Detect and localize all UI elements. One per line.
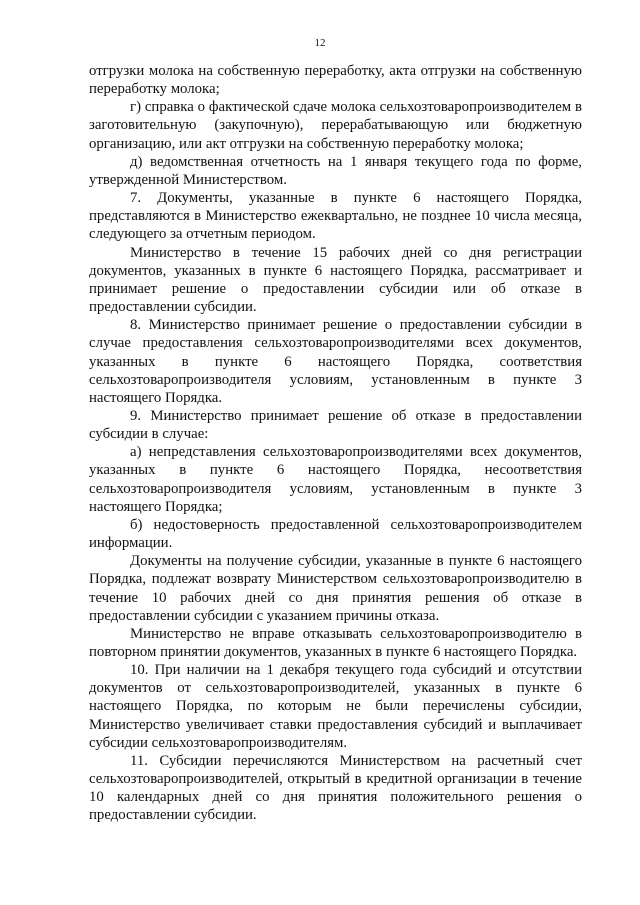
paragraph-clause-11: 11. Субсидии перечисляются Министерством на расчетный счет сельхозтоваропроизводителей, открытый в кредитной организации в течение 10 календарных дней со дня принятия положительного решения о предоставлении субсидии.	[89, 752, 582, 824]
paragraph-clause-7: 7. Документы, указанные в пункте 6 настоящего Порядка, представляются в Министерство ежеквартально, не позднее 10 числа месяца, следующего за отчетным периодом.	[89, 190, 582, 243]
paragraph-clause-7-review: Министерство в течение 15 рабочих дней со дня регистрации документов, указанных в пункте 6 настоящего Порядка, рассматривает и принимает решение о предоставлении субсидии или об отказе в предоставлении субсидии.	[89, 244, 582, 316]
paragraph-clause-9-item-a: а) непредставления сельхозтоваропроизводителями всех документов, указанных в пункте 6 настоящего Порядка, несоответствия сельхозтоваропроизводителя условиям, установленным в пункте 3 настоящего Порядка;	[89, 444, 582, 515]
paragraph-continuation: отгрузки молока на собственную переработку, акта отгрузки на собственную переработку молока;	[89, 63, 582, 98]
paragraph-clause-8: 8. Министерство принимает решение о предоставлении субсидии в случае предоставления сельхозтоваропроизводителями всех документов, указанных в пункте 6 настоящего Порядка, соответствия сельхозтоваропроизводителя условиям, установленным в пункте 3 настоящего Порядка.	[89, 317, 582, 406]
paragraph-clause-10: 10. При наличии на 1 декабря текущего года субсидий и отсутствии документов от сельхозтоваропроизводителей, указанных в пункте 6 настоящего Порядка, по которым не были перечислены субсидии, Министерство увеличивает ставки предоставления субсидий и выплачивает субсидии сельхозтоваропроизводителям.	[89, 662, 582, 751]
paragraph-item-g: г) справка о фактической сдаче молока сельхозтоваропроизводителем в заготовительную (закупочную), перерабатывающую или бюджетную организацию, или акт отгрузки на собственную переработку молока;	[89, 99, 582, 152]
page-number: 12	[314, 37, 326, 49]
paragraph-clause-9: 9. Министерство принимает решение об отказе в предоставлении субсидии в случае:	[89, 407, 582, 443]
paragraph-resubmission: Министерство не вправе отказывать сельхозтоваропроизводителю в повторном принятии документов, указанных в пункте 6 настоящего Порядка.	[89, 625, 582, 660]
paragraph-clause-9-item-b: б) недостоверность предоставленной сельхозтоваропроизводителем информации.	[89, 516, 582, 552]
paragraph-item-d: д) ведомственная отчетность на 1 января текущего года по форме, утвержденной Министерством.	[89, 153, 582, 188]
paragraph-documents-return: Документы на получение субсидии, указанные в пункте 6 настоящего Порядка, подлежат возврату Министерством сельхозтоваропроизводителю в течение 10 рабочих дней со дня принятия решения об отказе в предоставлении субсидии с указанием причины отказа.	[89, 553, 582, 624]
document-body	[89, 62, 582, 825]
